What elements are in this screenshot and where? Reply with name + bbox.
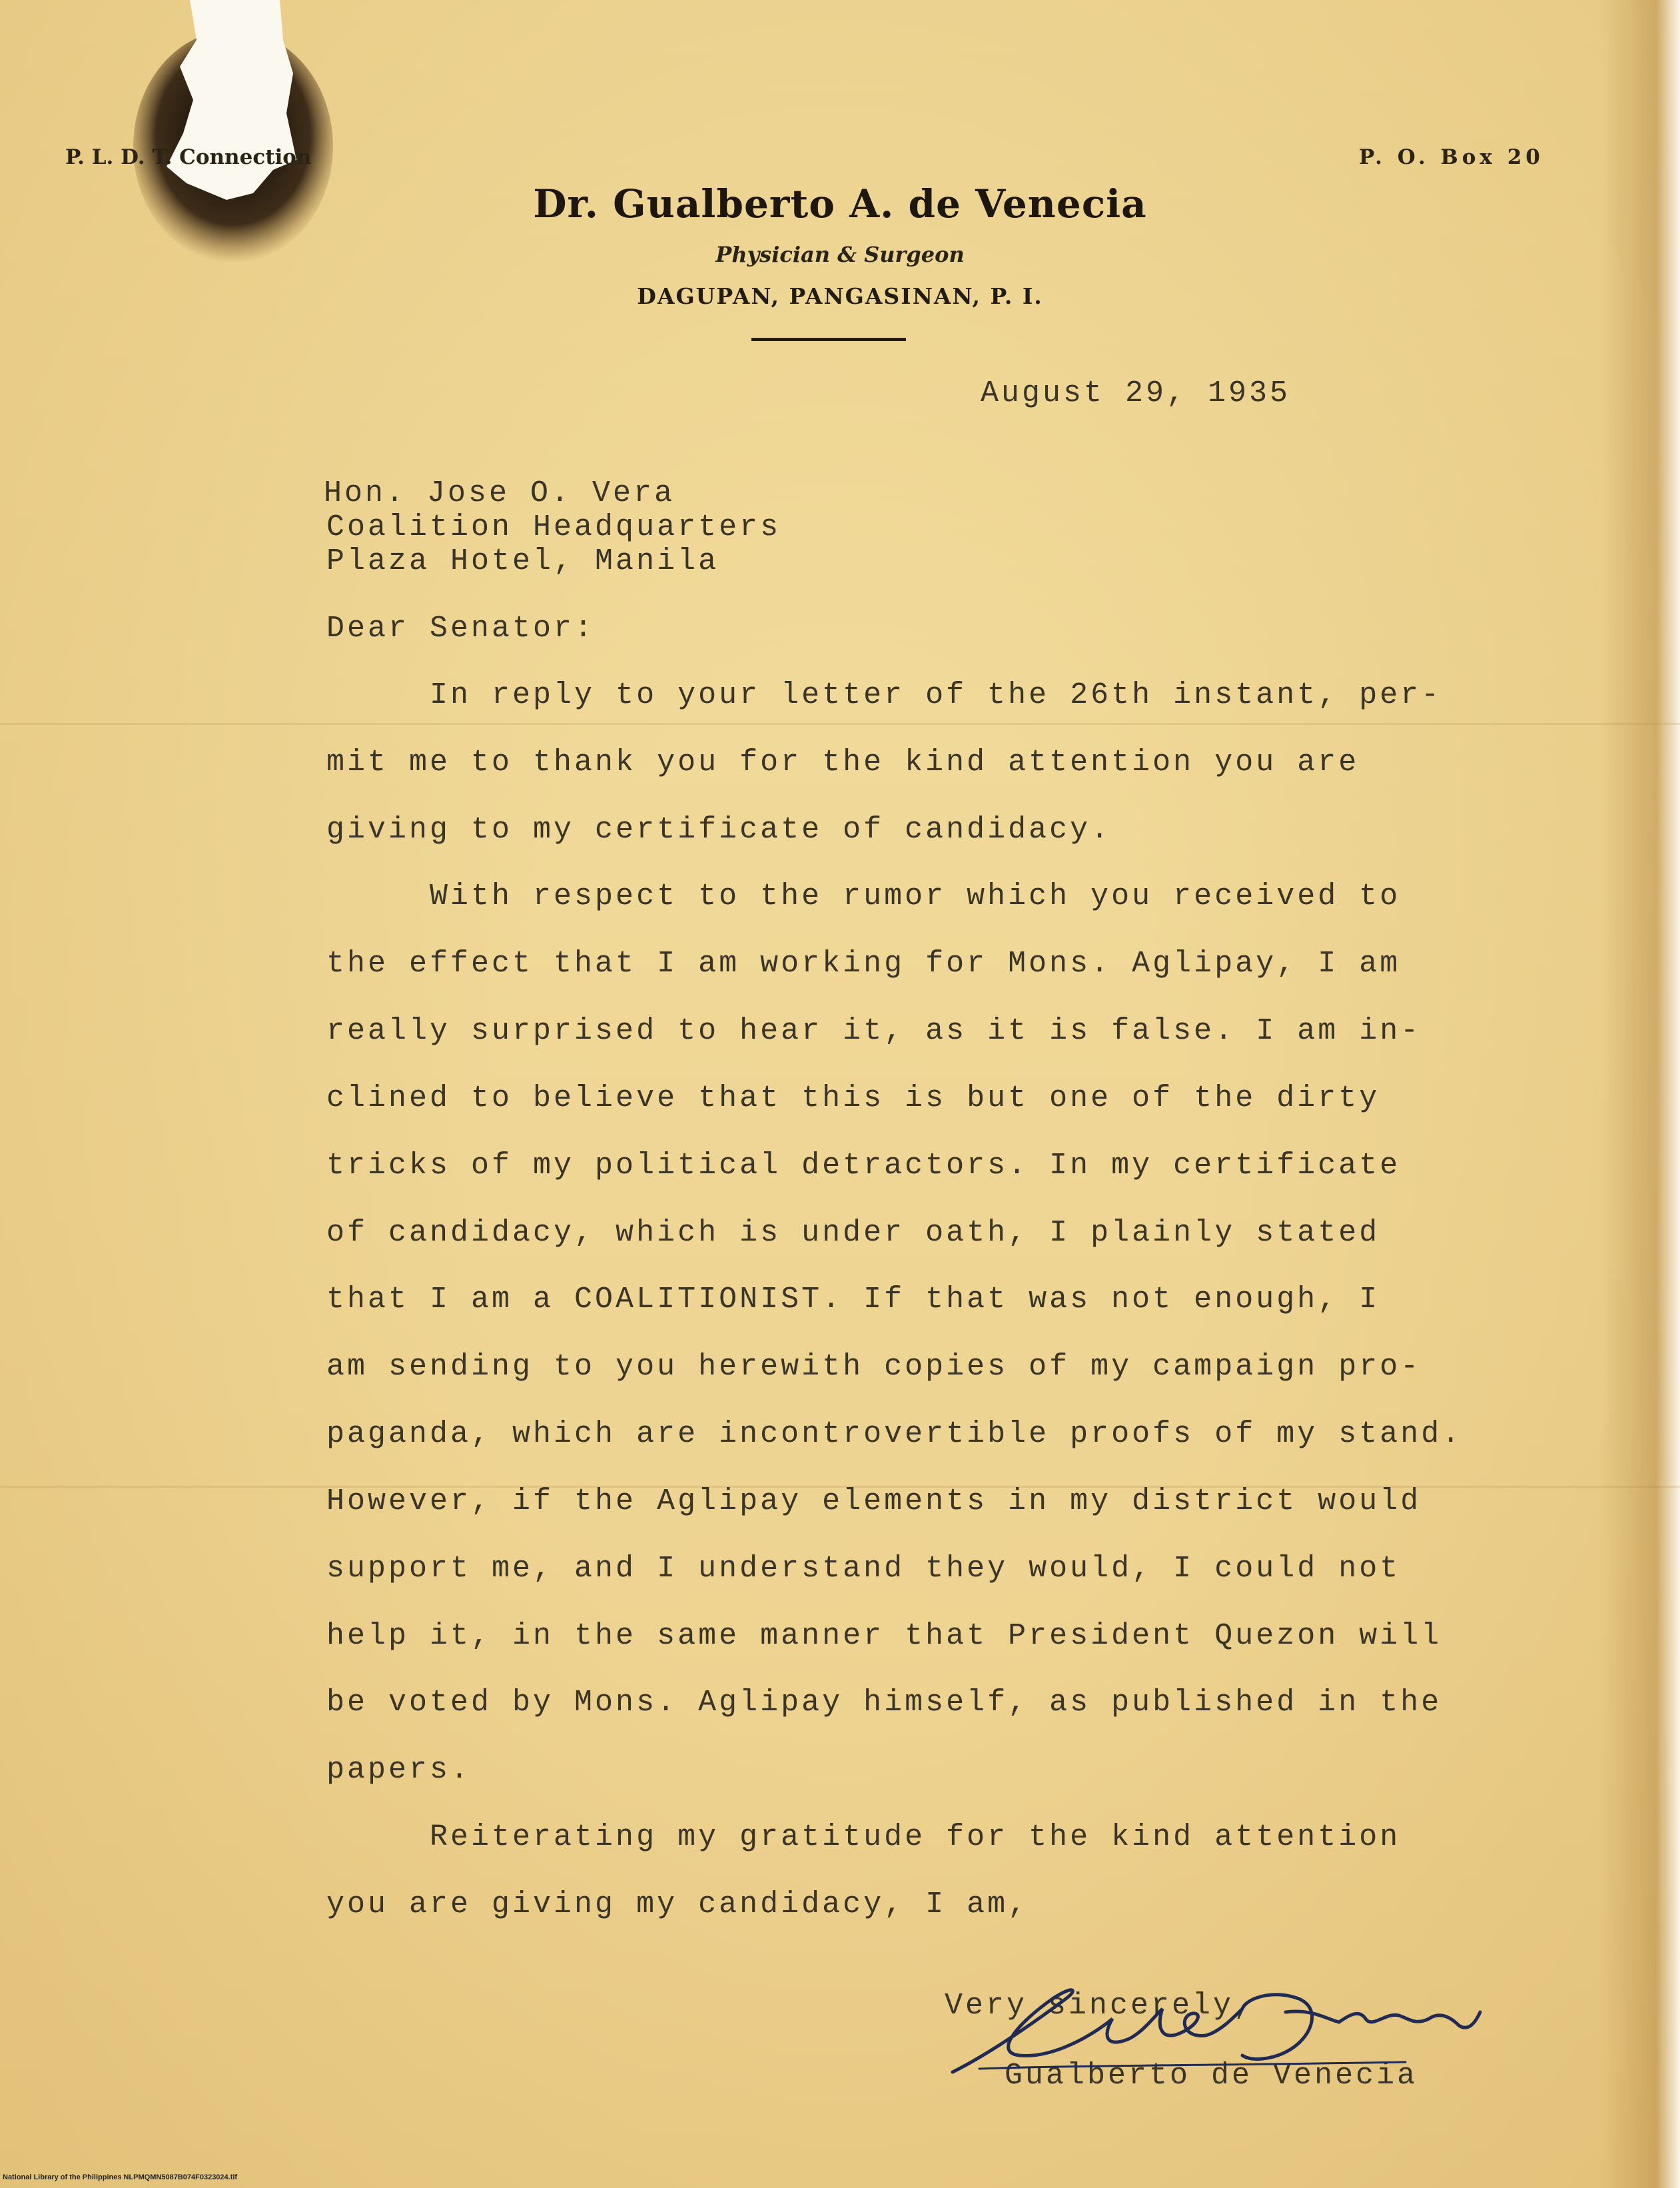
body-line: clined to believe that this is but one of the dirty bbox=[326, 1081, 1380, 1115]
body-line: am sending to you herewith copies of my campaign pro- bbox=[326, 1350, 1422, 1384]
closing: Very sincerely, bbox=[945, 1989, 1255, 2023]
fold-crease bbox=[0, 723, 1680, 725]
body-line: mit me to thank you for the kind attention you are bbox=[326, 746, 1360, 780]
body-line: of candidacy, which is under oath, I plainly stated bbox=[326, 1216, 1380, 1250]
body-line: With respect to the rumor which you received to bbox=[326, 879, 1401, 913]
body-line: However, if the Aglipay elements in my district would bbox=[326, 1484, 1422, 1518]
body-line: paganda, which are incontrovertible proofs of my stand. bbox=[326, 1417, 1463, 1451]
archive-footer: National Library of the Philippines NLPMQMN5087B074F0323024.tif bbox=[3, 2173, 238, 2181]
signer-name: Gualberto de Venecia bbox=[1005, 2059, 1418, 2093]
body-line: In reply to your letter of the 26th instant, per- bbox=[326, 678, 1442, 712]
body-line: be voted by Mons. Aglipay himself, as published in the bbox=[326, 1686, 1442, 1720]
body-line: the effect that I am working for Mons. Aglipay, I am bbox=[326, 947, 1401, 981]
handwritten-signature bbox=[939, 1972, 1485, 2099]
letterhead-phone-note: P. L. D. T. Connection bbox=[65, 145, 312, 169]
body-line: you are giving my candidacy, I am, bbox=[326, 1888, 1029, 1921]
salutation: Dear Senator: bbox=[326, 612, 596, 646]
body-line: really surprised to hear it, as it is false. I am in- bbox=[326, 1014, 1422, 1048]
recipient-line: Hon. Jose O. Vera bbox=[324, 476, 675, 510]
letterhead-divider bbox=[751, 338, 906, 341]
body-line: Reiterating my gratitude for the kind attention bbox=[326, 1820, 1401, 1854]
burn-hole bbox=[127, 0, 346, 267]
letter-date: August 29, 1935 bbox=[981, 376, 1291, 410]
letterhead-title: Physician & Surgeon bbox=[715, 242, 965, 267]
body-line: giving to my certificate of candidacy. bbox=[326, 813, 1112, 847]
letterhead-name: Dr. Gualberto A. de Venecia bbox=[533, 181, 1147, 227]
recipient-line: Coalition Headquarters bbox=[326, 510, 781, 544]
body-line: help it, in the same manner that President Quezon will bbox=[326, 1619, 1442, 1653]
letterhead-location: DAGUPAN, PANGASINAN, P. I. bbox=[637, 283, 1043, 309]
body-line: papers. bbox=[326, 1753, 472, 1787]
body-line: that I am a COALITIONIST. If that was not enough, I bbox=[326, 1283, 1380, 1317]
body-line: support me, and I understand they would, I could not bbox=[326, 1552, 1401, 1586]
body-line: tricks of my political detractors. In my certificate bbox=[326, 1149, 1401, 1183]
page-edge-stain bbox=[1600, 0, 1680, 2188]
letterhead-po-box: P. O. Box 20 bbox=[1359, 145, 1544, 169]
recipient-line: Plaza Hotel, Manila bbox=[326, 544, 719, 578]
